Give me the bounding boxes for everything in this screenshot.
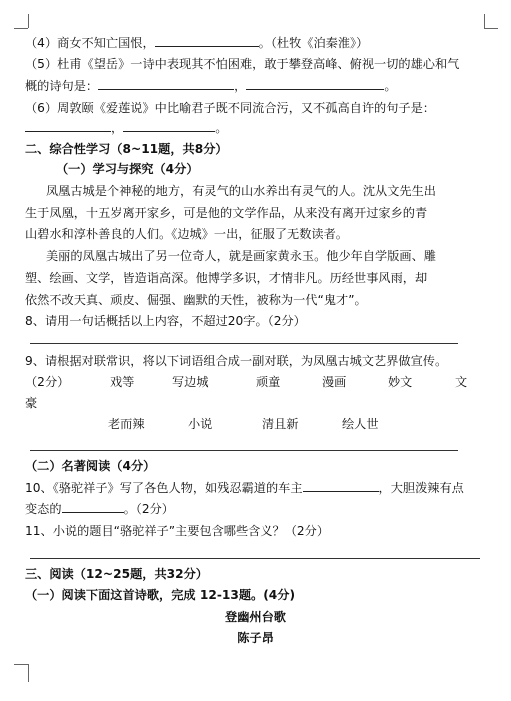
couplet-word: 顽童 — [256, 375, 281, 389]
crop-mark-top-right-v — [484, 14, 485, 28]
answer-blank[interactable] — [62, 501, 124, 513]
question-10-line1: 10、《骆驼祥子》写了各色人物，如残忍霸道的车主 ，大胆泼辣有点 — [25, 481, 464, 495]
answer-line-q8[interactable] — [30, 343, 458, 344]
answer-blank[interactable] — [155, 35, 259, 47]
couplet-word: 写边城 — [172, 375, 209, 389]
couplet-word: 漫画 — [322, 375, 347, 389]
answer-blank[interactable] — [98, 78, 234, 90]
question-5-line1: （5）杜甫《望岳》一诗中表现其不怕困难，敢于攀登高峰、俯视一切的雄心和气 — [25, 57, 460, 71]
section-2-title: 二、综合性学习（8~11题，共8分） — [25, 142, 228, 156]
answer-blank[interactable] — [303, 480, 379, 492]
question-5-line2: 概的诗句是： ， 。 — [25, 79, 397, 93]
couplet-word: 绘人世 — [342, 417, 379, 431]
poem-author: 陈子昂 — [237, 631, 274, 645]
couplet-word: 豪 — [25, 396, 38, 410]
poem-title: 登幽州台歌 — [225, 610, 286, 624]
question-10-line2: 变态的 。（2分） — [25, 502, 174, 516]
couplet-word: 小说 — [188, 417, 213, 431]
answer-line-q9[interactable] — [30, 450, 458, 451]
crop-mark-top-right — [484, 28, 498, 29]
couplet-word: 清且新 — [262, 417, 299, 431]
crop-mark-top-left-v — [28, 14, 29, 28]
question-4: （4）商女不知亡国恨， 。（杜牧《泊秦淮》） — [25, 36, 369, 50]
question-6-line1: （6）周敦颐《爱莲说》中比喻君子既不同流合污，又不孤高自许的句子是： — [25, 101, 435, 115]
crop-mark-bottom-left — [14, 664, 28, 665]
answer-blank[interactable] — [123, 120, 215, 132]
question-11: 11、小说的题目“骆驼祥子”主要包含哪些含义？（2分） — [25, 524, 330, 538]
crop-mark-top-left — [14, 28, 28, 29]
passage-p2-l2: 塑、绘画、文学，皆造诣高深。他博学多识，才情非凡。历经世事风雨，却 — [25, 271, 428, 285]
part-1-title: （一）学习与探究（4分） — [56, 162, 199, 176]
question-9-score: （2分） — [25, 375, 70, 389]
answer-blank[interactable] — [25, 120, 111, 132]
passage-p2-l1: 美丽的凤凰古城出了另一位奇人，就是画家黄永玉。他少年自学版画、雕 — [46, 249, 436, 263]
couplet-word: 文 — [455, 375, 468, 389]
crop-mark-bottom-left-v — [28, 664, 29, 682]
passage-p1-l3: 山碧水和淳朴善良的人们。《边城》一出，征服了无数读者。 — [25, 227, 348, 241]
section-3-part-1-title: （一）阅读下面这首诗歌，完成 12-13题。(4分) — [25, 588, 296, 602]
couplet-word: 妙文 — [388, 375, 413, 389]
question-9: 9、请根据对联常识，将以下词语组合成一副对联，为凤凰古城文艺界做宣传。 — [25, 354, 448, 368]
answer-blank[interactable] — [246, 78, 384, 90]
question-8: 8、请用一句话概括以上内容，不超过20字。（2分） — [25, 314, 306, 328]
couplet-word: 戏等 — [110, 375, 135, 389]
part-2-title: （二）名著阅读（4分） — [25, 459, 156, 473]
section-3-title: 三、阅读（12~25题，共32分） — [25, 567, 208, 581]
answer-line-q11[interactable] — [30, 558, 480, 559]
passage-p2-l3: 依然不改天真、顽皮、倔强、幽默的天性，被称为一代“鬼才”。 — [25, 293, 367, 307]
question-6-line2: ， 。 — [25, 120, 227, 136]
passage-p1-l1: 凤凰古城是个神秘的地方，有灵气的山水养出有灵气的人。沈从文先生出 — [46, 184, 436, 198]
couplet-word: 老而辣 — [108, 417, 145, 431]
passage-p1-l2: 生于凤凰，十五岁离开家乡，可是他的文学作品，从来没有离开过家乡的青 — [25, 206, 428, 220]
